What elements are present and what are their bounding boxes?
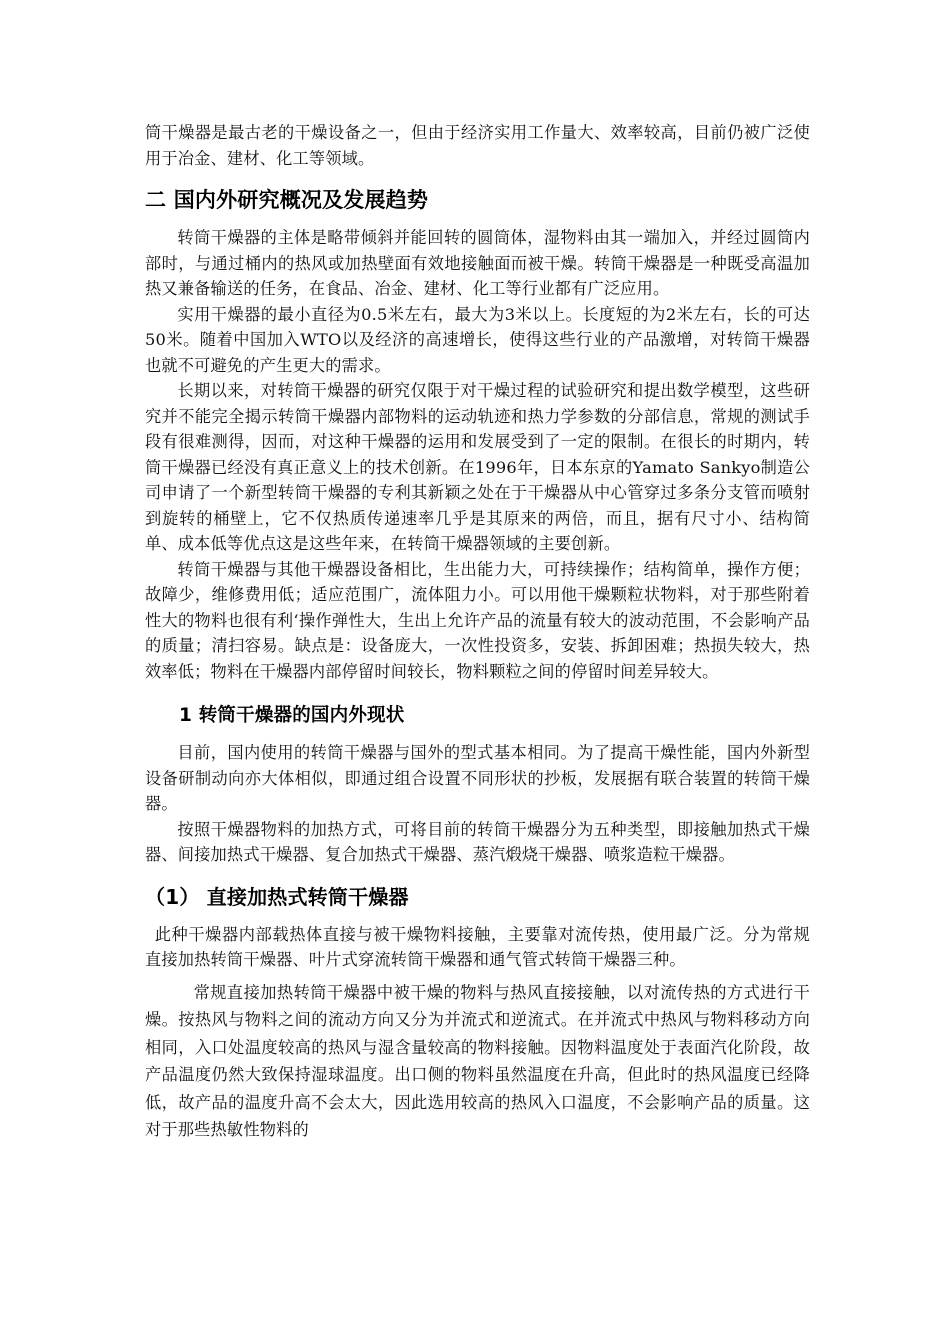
body-paragraph: 目前，国内使用的转筒干燥器与国外的型式基本相同。为了提高干燥性能，国内外新型设备研制动向亦大体相似，即通过组合设置不同形状的抄板，发展据有联合装置的转筒干燥器。 xyxy=(145,743,810,813)
item-heading: （1） 直接加热式转筒干燥器 xyxy=(145,884,409,909)
section-heading: 二 国内外研究概况及发展趋势 xyxy=(145,188,429,212)
intro-paragraph: 筒干燥器是最古老的干燥设备之一，但由于经济实用工作量大、效率较高，目前仍被广泛使用于冶金、建材、化工等领域。 xyxy=(145,123,810,168)
document-page xyxy=(145,120,810,1144)
body-paragraph: 常规直接加热转筒干燥器中被干燥的物料与热风直接接触，以对流传热的方式进行干燥。按热风与物料之间的流动方向又分为并流式和逆流式。在并流式中热风与物料移动方向相同，入口处温度较高的热风与湿含量较高的物料接触。因物料温度处于表面汽化阶段，故产品温度仍然大致保持湿球温度。出口侧的物料虽然温度在升高，但此时的热风温度已经降低，故产品的温度升高不会太大，因此选用较高的热风入口温度，不会影响产品的质量。这对于那些热敏性物料的 xyxy=(145,982,810,1139)
body-paragraph: 此种干燥器内部载热体直接与被干燥物料接触，主要靠对流传热，使用最广泛。分为常规直接加热转筒干燥器、叶片式穿流转筒干燥器和通气管式转筒干燥器三种。 xyxy=(145,924,810,969)
body-paragraph: 长期以来，对转筒干燥器的研究仅限于对干燥过程的试验研究和提出数学模型，这些研究并不能完全揭示转筒干燥器内部物料的运动轨迹和热力学参数的分部信息，常规的测试手段有很难测得，因而，对这种干燥器的运用和发展受到了一定的限制。在很长的时期内，转筒干燥器已经没有真正意义上的技术创新。在1996年，日本东京的Yamato Sankyo制造公司申请了一个新型转筒干燥器的专利其新颖之处在于干燥器从中心管穿过多条分支管而喷射到旋转的桶壁上，它不仅热质传递速率几乎是其原来的两倍，而且，据有尺寸小、结构简单、成本低等优点这是这些年来，在转筒干燥器领域的主要创新。 xyxy=(145,381,810,553)
subsection-heading: 1 转筒干燥器的国内外现状 xyxy=(179,705,405,726)
body-paragraph: 转筒干燥器的主体是略带倾斜并能回转的圆筒体，湿物料由其一端加入，并经过圆筒内部时，与通过桶内的热风或加热壁面有效地接触面而被干燥。转筒干燥器是一种既受高温加热又兼备输送的任务，在食品、冶金、建材、化工等行业都有广泛应用。 xyxy=(145,228,810,298)
body-paragraph: 按照干燥器物料的加热方式，可将目前的转筒干燥器分为五种类型，即接触加热式干燥器、间接加热式干燥器、复合加热式干燥器、蒸汽煅烧干燥器、喷浆造粒干燥器。 xyxy=(145,819,810,864)
body-paragraph: 实用干燥器的最小直径为0.5米左右，最大为3米以上。长度短的为2米左右，长的可达50米。随着中国加入WTO以及经济的高速增长，使得这些行业的产品激增，对转筒干燥器也就不可避免的产生更大的需求。 xyxy=(145,304,810,375)
body-paragraph: 转筒干燥器与其他干燥器设备相比，生出能力大，可持续操作；结构简单，操作方便；故障少，维修费用低；适应范围广，流体阻力小。可以用他干燥颗粒状物料，对于那些附着性大的物料也很有利‘操作弹性大，生出上允许产品的流量有较大的波动范围，不会影响产品的质量；清扫容易。缺点是：设备庞大，一次性投资多，安装、拆卸困难；热损失较大，热效率低；物料在干燥器内部停留时间较长，物料颗粒之间的停留时间差异较大。 xyxy=(145,559,810,681)
